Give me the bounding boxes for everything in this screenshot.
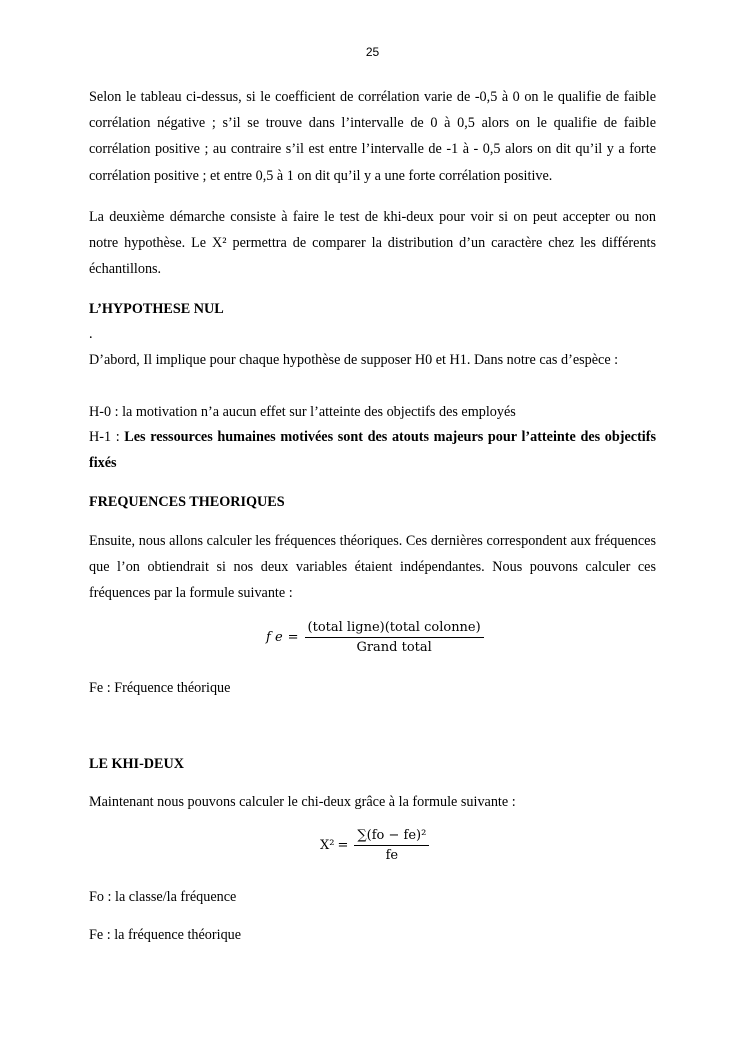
paragraph-frequences: Ensuite, nous allons calculer les fréquences théoriques. Ces dernières correspondent aux fréquences que l’on obtiendrait si nos deux variables étaient indépendantes. Nous pouvons calculer ces fréquences par la formule suivante : xyxy=(89,533,656,602)
formula2-numerator: ∑(fo − fe)² xyxy=(354,828,429,846)
formula1-lhs: f e xyxy=(266,630,283,645)
formula2-equals: = xyxy=(337,838,349,853)
dot-line: . xyxy=(89,326,93,342)
formula2-denominator: fe xyxy=(385,848,399,863)
paragraph-khi-deux-intro: La deuxième démarche consiste à faire le test de khi-deux pour voir si on peut accepter ou non notre hypothèse. Le X² permettra de comparer la distribution d’un caractère chez les différents échantillons. xyxy=(89,209,656,278)
heading-khi-deux: LE KHI-DEUX xyxy=(89,756,184,772)
paragraph-correlation: Selon le tableau ci-dessus, si le coefficient de corrélation varie de -0,5 à 0 on le qualifie de faible corrélation négative ; s’il se trouve dans l’intervalle de 0 à 0,5 alors on le qualifie de faible corrélation positive ; au contraire s’il est entre l’intervalle de -1 à - 0,5 alors on dit qu’il y a forte corrélation positive ; et entre 0,5 à 1 on dit qu’il y a une forte corrélation positive. xyxy=(89,89,656,184)
definition-fo: Fo : la classe/la fréquence xyxy=(89,889,237,905)
heading-frequences-theoriques: FREQUENCES THEORIQUES xyxy=(89,494,285,510)
formula1-denominator: Grand total xyxy=(356,640,432,655)
formula-khi-deux xyxy=(320,828,429,863)
paragraph-khi-deux-formula: Maintenant nous pouvons calculer le chi-deux grâce à la formule suivante : xyxy=(89,794,516,810)
heading-hypothese-nul: L’HYPOTHESE NUL xyxy=(89,301,224,317)
hypothesis-h0: H-0 : la motivation n’a aucun effet sur l’atteinte des objectifs des employés xyxy=(89,404,516,420)
formula2-lhs: X² xyxy=(320,838,335,853)
page-number: 25 xyxy=(365,45,380,59)
h1-statement: Les ressources humaines motivées sont des atouts majeurs pour l’atteinte des objectifs fixés xyxy=(89,429,656,472)
formula1-numerator: (total ligne)(total colonne) xyxy=(305,620,484,638)
formula-frequence-theorique xyxy=(266,620,484,655)
paragraph-hypotheses-intro: D’abord, Il implique pour chaque hypothèse de supposer H0 et H1. Dans notre cas d’espèce : xyxy=(89,352,619,368)
definition-fe-2: Fe : la fréquence théorique xyxy=(89,927,242,943)
formula1-fraction xyxy=(305,620,484,655)
formula1-equals: = xyxy=(287,630,299,645)
formula2-fraction xyxy=(354,828,429,863)
definition-fe-1: Fe : Fréquence théorique xyxy=(89,680,231,696)
h1-prefix: H-1 : xyxy=(89,429,125,445)
hypothesis-h1 xyxy=(89,424,656,476)
